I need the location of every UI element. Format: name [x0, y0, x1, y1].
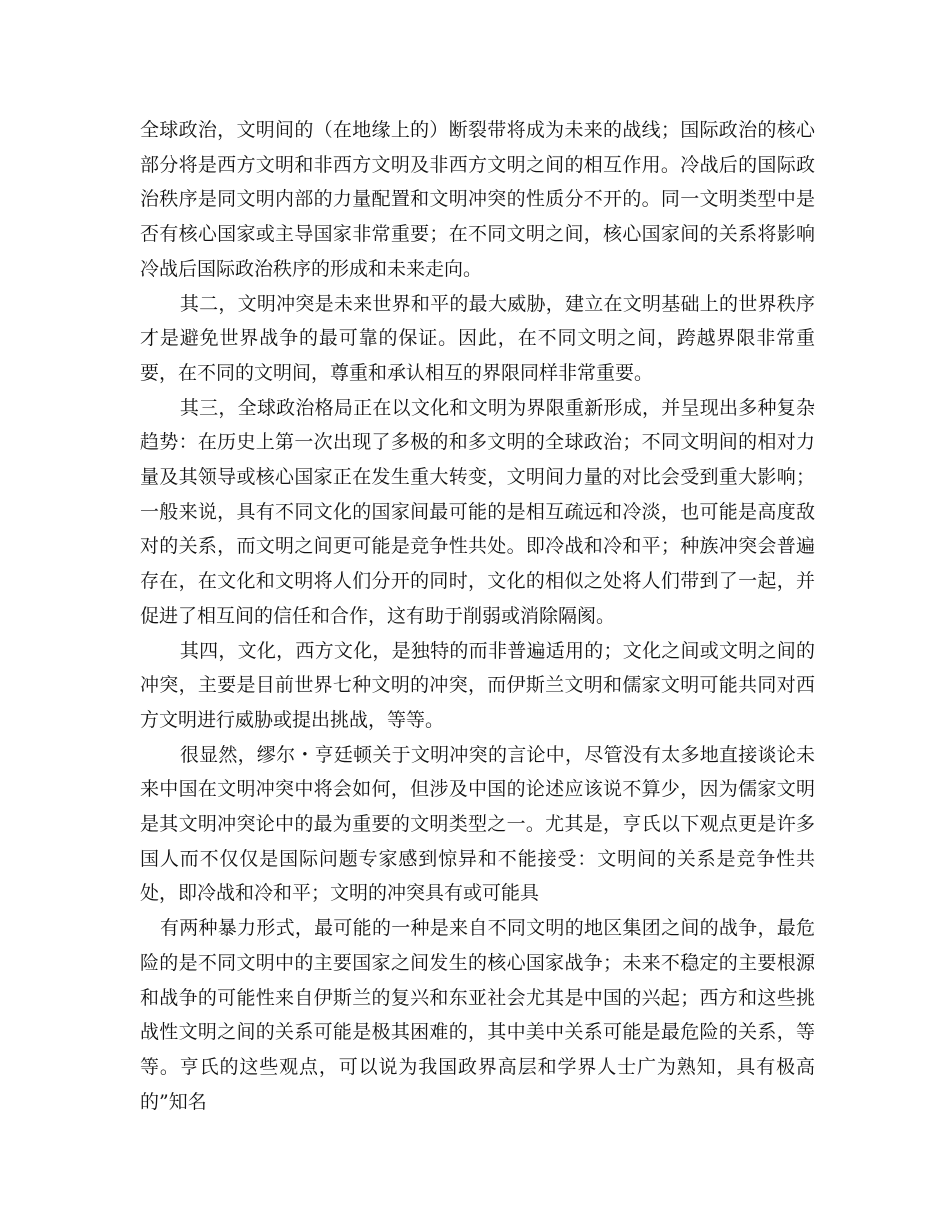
- paragraph-5: 很显然，缪尔・亨廷顿关于文明冲突的言论中，尽管没有太多地直接谈论未来中国在文明冲突中将会如何，但涉及中国的论述应该说不算少，因为儒家文明是其文明冲突论中的最为重要的文明类型之一。尤其是，亨氏以下观点更是许多国人而不仅仅是国际问题专家感到惊异和不能接受：文明间的关系是竞争性共处，即冷战和冷和平；文明的冲突具有或可能具: [140, 743, 815, 905]
- document-body: [140, 113, 815, 1119]
- paragraph-2: 其二，文明冲突是未来世界和平的最大威胁，建立在文明基础上的世界秩序才是避免世界战争的最可靠的保证。因此，在不同文明之间，跨越界限非常重要，在不同的文明间，尊重和承认相互的界限同样非常重要。: [140, 292, 815, 384]
- paragraph-1: 全球政治，文明间的（在地缘上的）断裂带将成为未来的战线；国际政治的核心部分将是西方文明和非西方文明及非西方文明之间的相互作用。冷战后的国际政治秩序是同文明内部的力量配置和文明冲突的性质分不开的。同一文明类型中是否有核心国家或主导国家非常重要；在不同文明之间，核心国家间的关系将影响冷战后国际政治秩序的形成和未来走向。: [140, 119, 815, 280]
- paragraph-3: 其三，全球政治格局正在以文化和文明为界限重新形成，并呈现出多种复杂趋势：在历史上第一次出现了多极的和多文明的全球政治；不同文明间的相对力量及其领导或核心国家正在发生重大转变，文明间力量的对比会受到重大影响；一般来说，具有不同文化的国家间最可能的是相互疏远和冷淡，也可能是高度敌对的关系，而文明之间更可能是竞争性共处。即冷战和冷和平；种族冲突会普遍存在，在文化和文明将人们分开的同时，文化的相似之处将人们带到了一起，并促进了相互间的信任和合作，这有助于削弱或消除隔阂。: [140, 396, 815, 627]
- paragraph-6: 有两种暴力形式，最可能的一种是来自不同文明的地区集团之间的战争，最危险的是不同文明中的主要国家之间发生的核心国家战争；未来不稳定的主要根源和战争的可能性来自伊斯兰的复兴和东亚社会尤其是中国的兴起；西方和这些挑战性文明之间的关系可能是极其困难的，其中美中关系可能是最危险的关系，等等。亨氏的这些观点，可以说为我国政界高层和学界人士广为熟知，具有极高的”知名: [140, 917, 815, 1113]
- paragraph-4: 其四，文化，西方文化，是独特的而非普遍适用的；文化之间或文明之间的冲突，主要是目前世界七种文明的冲突，而伊斯兰文明和儒家文明可能共同对西方文明进行威胁或提出挑战，等等。: [140, 639, 815, 731]
